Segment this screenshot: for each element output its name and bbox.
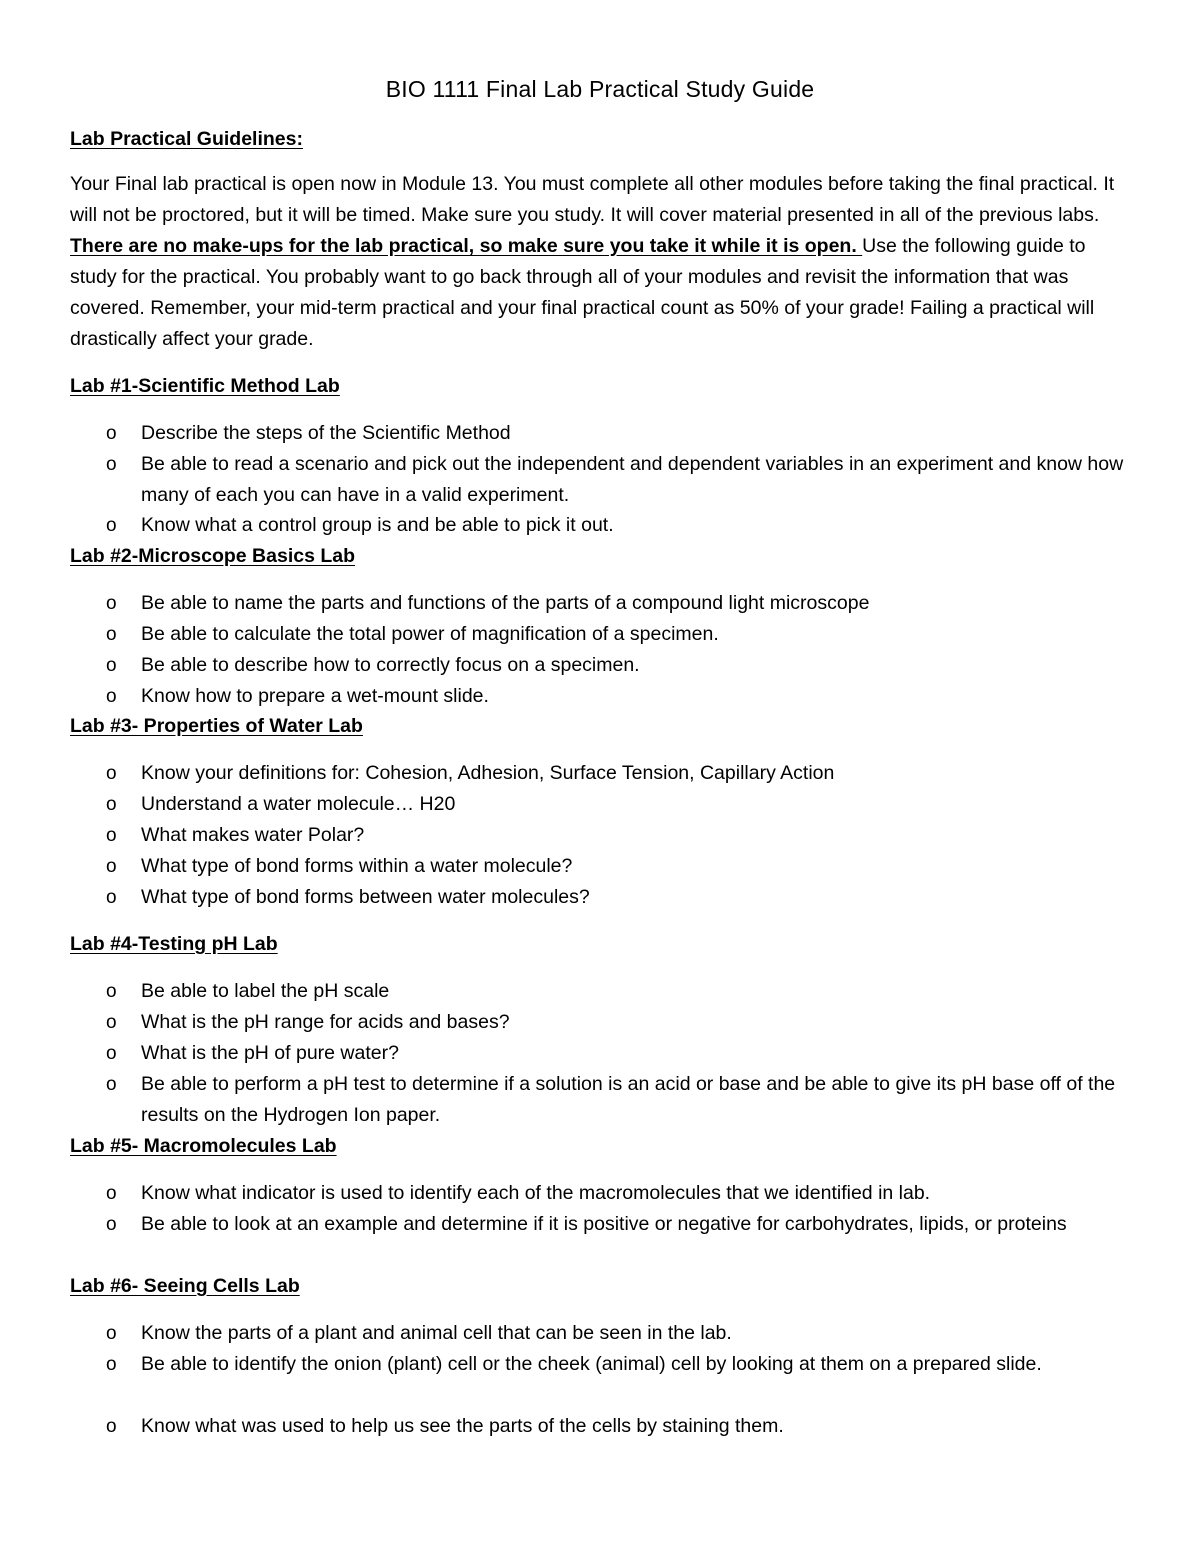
list-item xyxy=(70,851,1136,882)
list-item xyxy=(70,1318,1136,1349)
list-item-text: Be able to describe how to correctly focus on a specimen. xyxy=(141,654,640,676)
page-title: BIO 1111 Final Lab Practical Study Guide xyxy=(385,76,815,102)
list-item-text: Know how to prepare a wet-mount slide. xyxy=(141,685,489,707)
section-heading-lab5: Lab #5- Macromolecules Lab xyxy=(70,1135,337,1157)
bullet-icon: o xyxy=(106,856,117,877)
list-item-text: Know what was used to help us see the parts of the cells by staining them. xyxy=(141,1415,784,1437)
list-item xyxy=(70,1411,1136,1442)
list-item xyxy=(70,449,1136,511)
list-item-text: Be able to look at an example and determine if it is positive or negative for carbohydrates, lipids, or proteins xyxy=(141,1213,1067,1235)
list-item xyxy=(70,1349,1136,1380)
list-item xyxy=(70,820,1136,851)
section-heading-lab4: Lab #4-Testing pH Lab xyxy=(70,933,278,955)
list-item xyxy=(70,619,1136,650)
list-item-text: Know what a control group is and be able to pick it out. xyxy=(141,514,614,536)
list-item xyxy=(70,758,1136,789)
list-item-text: What type of bond forms within a water molecule? xyxy=(141,855,573,877)
list-item xyxy=(70,1069,1136,1131)
list-item-text: Be able to name the parts and functions of the parts of a compound light microscope xyxy=(141,592,870,614)
bullet-icon: o xyxy=(106,763,117,784)
list-item-text: What makes water Polar? xyxy=(141,824,365,846)
list-item-text: Be able to perform a pH test to determine if a solution is an acid or base and be able to give its pH base off of the results on the Hydrogen Ion paper. xyxy=(141,1073,1116,1126)
bullet-icon: o xyxy=(106,1183,117,1204)
list-item xyxy=(70,1038,1136,1069)
guidelines-heading: Lab Practical Guidelines: xyxy=(70,128,303,150)
guidelines-text-intro: Your Final lab practical is open now in Module 13. You must complete all other modules before taking the final practical. It will not be proctored, but it will be timed. Make sure you study. It will cover material presented in all of the previous labs. xyxy=(70,173,1115,226)
list-item xyxy=(70,650,1136,681)
list-item xyxy=(70,1209,1136,1240)
list-item xyxy=(70,976,1136,1007)
list-item-text: Be able to read a scenario and pick out the independent and dependent variables in an experiment and know how many of each you can have in a valid experiment. xyxy=(141,453,1124,506)
bullet-icon: o xyxy=(106,1416,117,1437)
list-item-text: What type of bond forms between water molecules? xyxy=(141,886,590,908)
bullet-icon: o xyxy=(106,1074,117,1095)
bullet-icon: o xyxy=(106,1043,117,1064)
section-heading-lab6: Lab #6- Seeing Cells Lab xyxy=(70,1275,300,1297)
bullet-icon: o xyxy=(106,686,117,707)
list-item-text: Be able to calculate the total power of magnification of a specimen. xyxy=(141,623,719,645)
bullet-icon: o xyxy=(106,423,117,444)
list-item xyxy=(70,1007,1136,1038)
bullet-icon: o xyxy=(106,825,117,846)
bullet-icon: o xyxy=(106,1354,117,1375)
bullet-icon: o xyxy=(106,794,117,815)
bullet-icon: o xyxy=(106,1323,117,1344)
bullet-icon: o xyxy=(106,655,117,676)
guidelines-text-warning: There are no make-ups for the lab practical, so make sure you take it while it is open. xyxy=(70,235,863,257)
list-item-text: Know your definitions for: Cohesion, Adhesion, Surface Tension, Capillary Action xyxy=(141,762,835,784)
list-item-text: Describe the steps of the Scientific Method xyxy=(141,422,511,444)
list-item-text: Know what indicator is used to identify each of the macromolecules that we identified in lab. xyxy=(141,1182,931,1204)
list-item xyxy=(70,681,1136,712)
guidelines-paragraph xyxy=(70,169,1136,355)
list-item xyxy=(70,418,1136,449)
list-item-text: Be able to identify the onion (plant) cell or the cheek (animal) cell by looking at them on a prepared slide. xyxy=(141,1353,1042,1375)
bullet-icon: o xyxy=(106,1012,117,1033)
bullet-icon: o xyxy=(106,981,117,1002)
list-item-text: Know the parts of a plant and animal cell that can be seen in the lab. xyxy=(141,1322,732,1344)
section-heading-lab2: Lab #2-Microscope Basics Lab xyxy=(70,545,356,567)
list-item-text: Understand a water molecule… H20 xyxy=(141,793,456,815)
bullet-icon: o xyxy=(106,1214,117,1235)
list-item xyxy=(70,588,1136,619)
guidelines-text-rest: Use the following guide to study for the practical. You probably want to go back through all of your modules and revisit the information that was covered. Remember, your mid-term practical and your final practical count as 50% of your grade! Failing a practical will drastically affect your grade. xyxy=(70,235,1095,350)
bullet-icon: o xyxy=(106,454,117,475)
bullet-icon: o xyxy=(106,515,117,536)
list-item xyxy=(70,510,1136,541)
section-heading-lab3: Lab #3- Properties of Water Lab xyxy=(70,715,363,737)
bullet-icon: o xyxy=(106,624,117,645)
list-item-text: What is the pH of pure water? xyxy=(141,1042,399,1064)
list-item xyxy=(70,882,1136,913)
list-item xyxy=(70,1178,1136,1209)
section-heading-lab1: Lab #1-Scientific Method Lab xyxy=(70,375,340,397)
list-item-text: What is the pH range for acids and bases? xyxy=(141,1011,510,1033)
list-item-text: Be able to label the pH scale xyxy=(141,980,390,1002)
bullet-icon: o xyxy=(106,593,117,614)
bullet-icon: o xyxy=(106,887,117,908)
list-item xyxy=(70,789,1136,820)
